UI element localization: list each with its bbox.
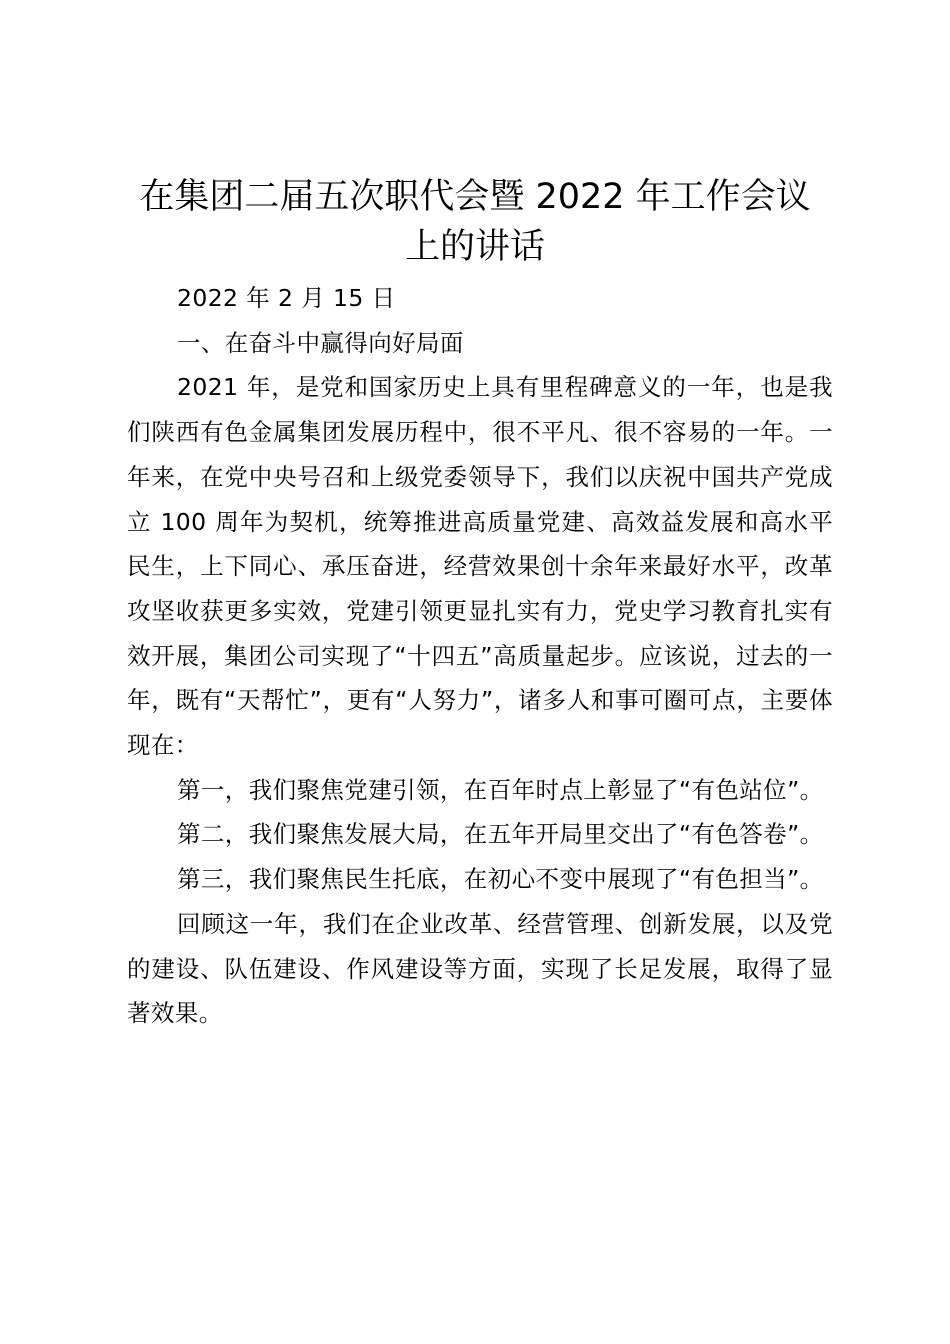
paragraph-point-first: 第一，我们聚焦党建引领，在百年时点上彰显了“有色站位”。: [177, 775, 824, 804]
title-line-2: 上的讲话: [404, 227, 545, 267]
paragraph-summary: 回顾这一年，我们在企业改革、经营管理、创新发展，以及党的建设、队伍建设、作风建设等方面，实现了长足发展，取得了显著效果。: [127, 909, 833, 1028]
document-body: [127, 276, 833, 1036]
speech-date: 2022 年 2 月 15 日: [177, 284, 396, 312]
paragraph-review-2021: 2021 年，是党和国家历史上具有里程碑意义的一年，也是我们陕西有色金属集团发展历程中，很不平凡、很不容易的一年。一年来，在党中央号召和上级党委领导下，我们以庆祝中国共产党成立 100 周年为契机，统筹推进高质量党建、高效益发展和高水平民生，上下同心、承压奋进，经营效果创十余年来最好水平，改革攻坚收获更多实效，党建引领更显扎实有力，党史学习教育扎实有效开展，集团公司实现了“十四五”高质量起步。应该说，过去的一年，既有“天帮忙”，更有“人努力”，诸多人和事可圈可点，主要体现在：: [127, 373, 833, 760]
title-line-1: 在集团二届五次职代会暨 2022 年工作会议: [139, 177, 811, 217]
paragraph-point-second: 第二，我们聚焦发展大局，在五年开局里交出了“有色答卷”。: [177, 820, 824, 849]
document-title: [120, 172, 830, 272]
paragraph-point-third: 第三，我们聚焦民生托底，在初心不变中展现了“有色担当”。: [177, 865, 824, 894]
section-heading: 一、在奋斗中赢得向好局面: [177, 328, 464, 357]
